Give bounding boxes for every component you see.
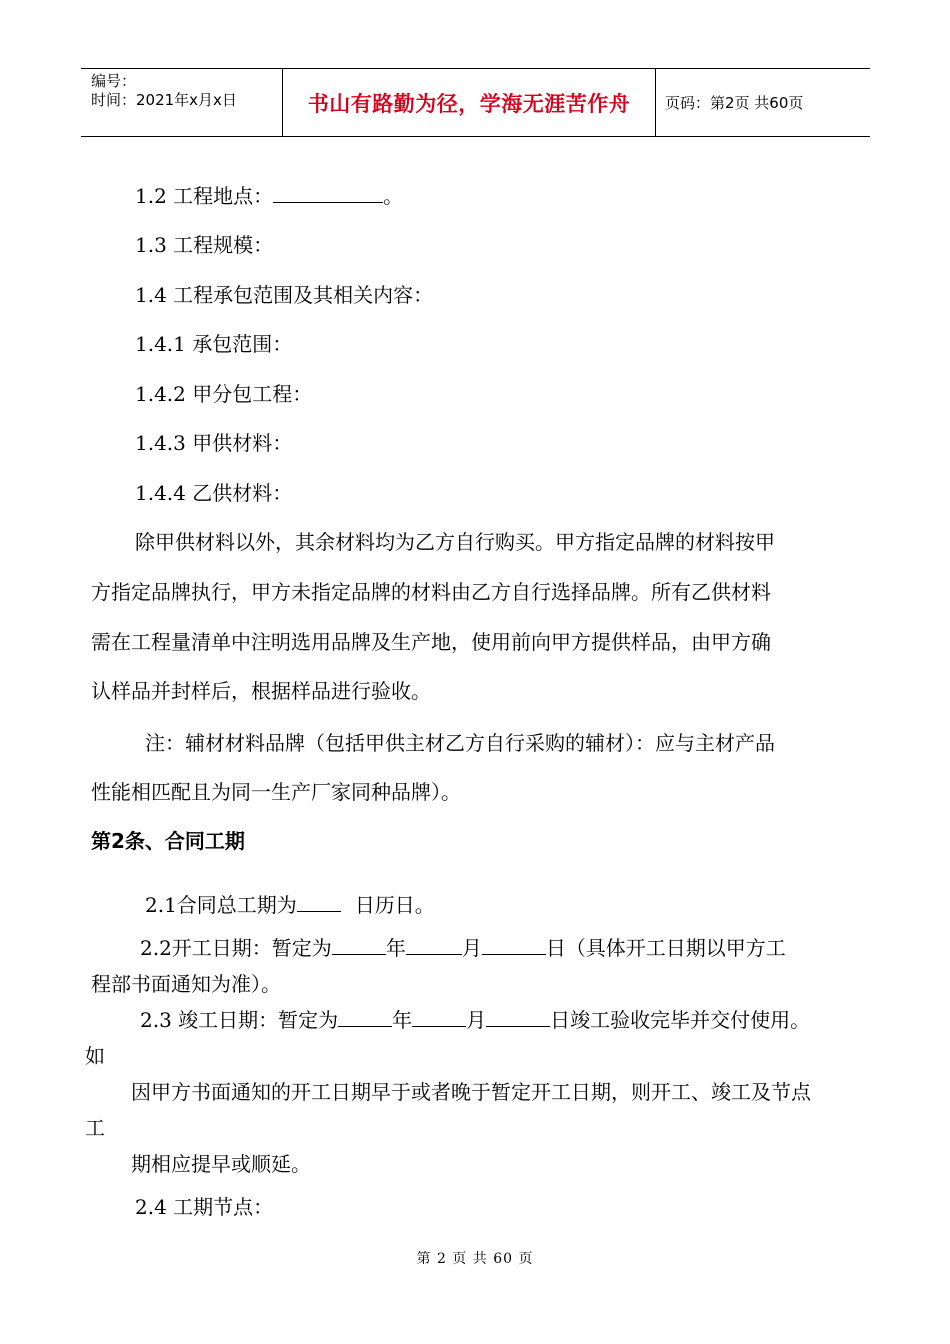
clause-2-2: 2.2开工日期：暂定为 年 月 日（具体开工日期以甲方工 — [140, 936, 786, 960]
paragraph-line: 认样品并封样后，根据样品进行验收。 — [91, 679, 431, 703]
page-header — [81, 68, 870, 137]
header-meta-cell — [81, 69, 281, 136]
clause-2-2-cont: 程部书面通知为准）。 — [91, 972, 281, 996]
header-page-cell — [655, 69, 870, 136]
blank-field — [412, 1008, 466, 1027]
clause-1-4-3: 1.4.3 甲供材料： — [135, 431, 293, 455]
clause-1-4-1: 1.4.1 承包范围： — [135, 332, 293, 356]
clause-1-4-4: 1.4.4 乙供材料： — [135, 481, 293, 505]
clause-2-3-cont: 工 — [85, 1116, 105, 1140]
blank-field — [297, 893, 341, 912]
clause-2-4: 2.4 工期节点： — [135, 1195, 274, 1219]
blank-field — [273, 184, 383, 203]
blank-field — [486, 1008, 550, 1027]
clause-1-3: 1.3 工程规模： — [135, 233, 274, 257]
header-motto-cell — [282, 69, 656, 136]
clause-1-4: 1.4 工程承包范围及其相关内容： — [135, 283, 434, 307]
blank-field — [406, 936, 462, 955]
blank-field — [332, 936, 386, 955]
page-footer: 第 2 页 共 60 页 — [416, 1251, 534, 1267]
clause-2-3-cont: 期相应提早或顺延。 — [131, 1152, 311, 1176]
clause-2-3-cont: 因甲方书面通知的开工日期早于或者晚于暂定开工日期，则开工、竣工及节点 — [131, 1080, 811, 1104]
paragraph-line: 需在工程量清单中注明选用品牌及生产地，使用前向甲方提供样品，由甲方确 — [91, 630, 771, 654]
paragraph-line: 方指定品牌执行，甲方未指定品牌的材料由乙方自行选择品牌。所有乙供材料 — [91, 580, 771, 604]
header-page-info: 页码：第2页 共60页 — [665, 94, 804, 112]
clause-2-3-cont: 如 — [85, 1044, 105, 1068]
note-line: 注：辅材材料品牌（包括甲供主材乙方自行采购的辅材）：应与主材产品 — [145, 731, 775, 755]
clause-1-4-2: 1.4.2 甲分包工程： — [135, 382, 313, 406]
clause-1-2: 1.2 工程地点： 。 — [135, 184, 404, 208]
motto: 书山有路勤为径，学海无涯苦作舟 — [307, 91, 631, 116]
document-number-label: 编号： — [91, 72, 137, 90]
note-line: 性能相匹配且为同一生产厂家同种品牌）。 — [91, 780, 461, 804]
blank-field — [482, 936, 546, 955]
blank-field — [338, 1008, 392, 1027]
clause-2-1: 2.1合同总工期为 日历日。 — [145, 893, 435, 917]
document-date: 时间：2021年x月x日 — [91, 91, 237, 109]
paragraph-line: 除甲供材料以外，其余材料均为乙方自行购买。甲方指定品牌的材料按甲 — [135, 530, 775, 554]
section-2-title: 第2条、合同工期 — [91, 829, 245, 853]
clause-2-3: 2.3 竣工日期：暂定为 年 月 日竣工验收完毕并交付使用。 — [140, 1008, 811, 1032]
